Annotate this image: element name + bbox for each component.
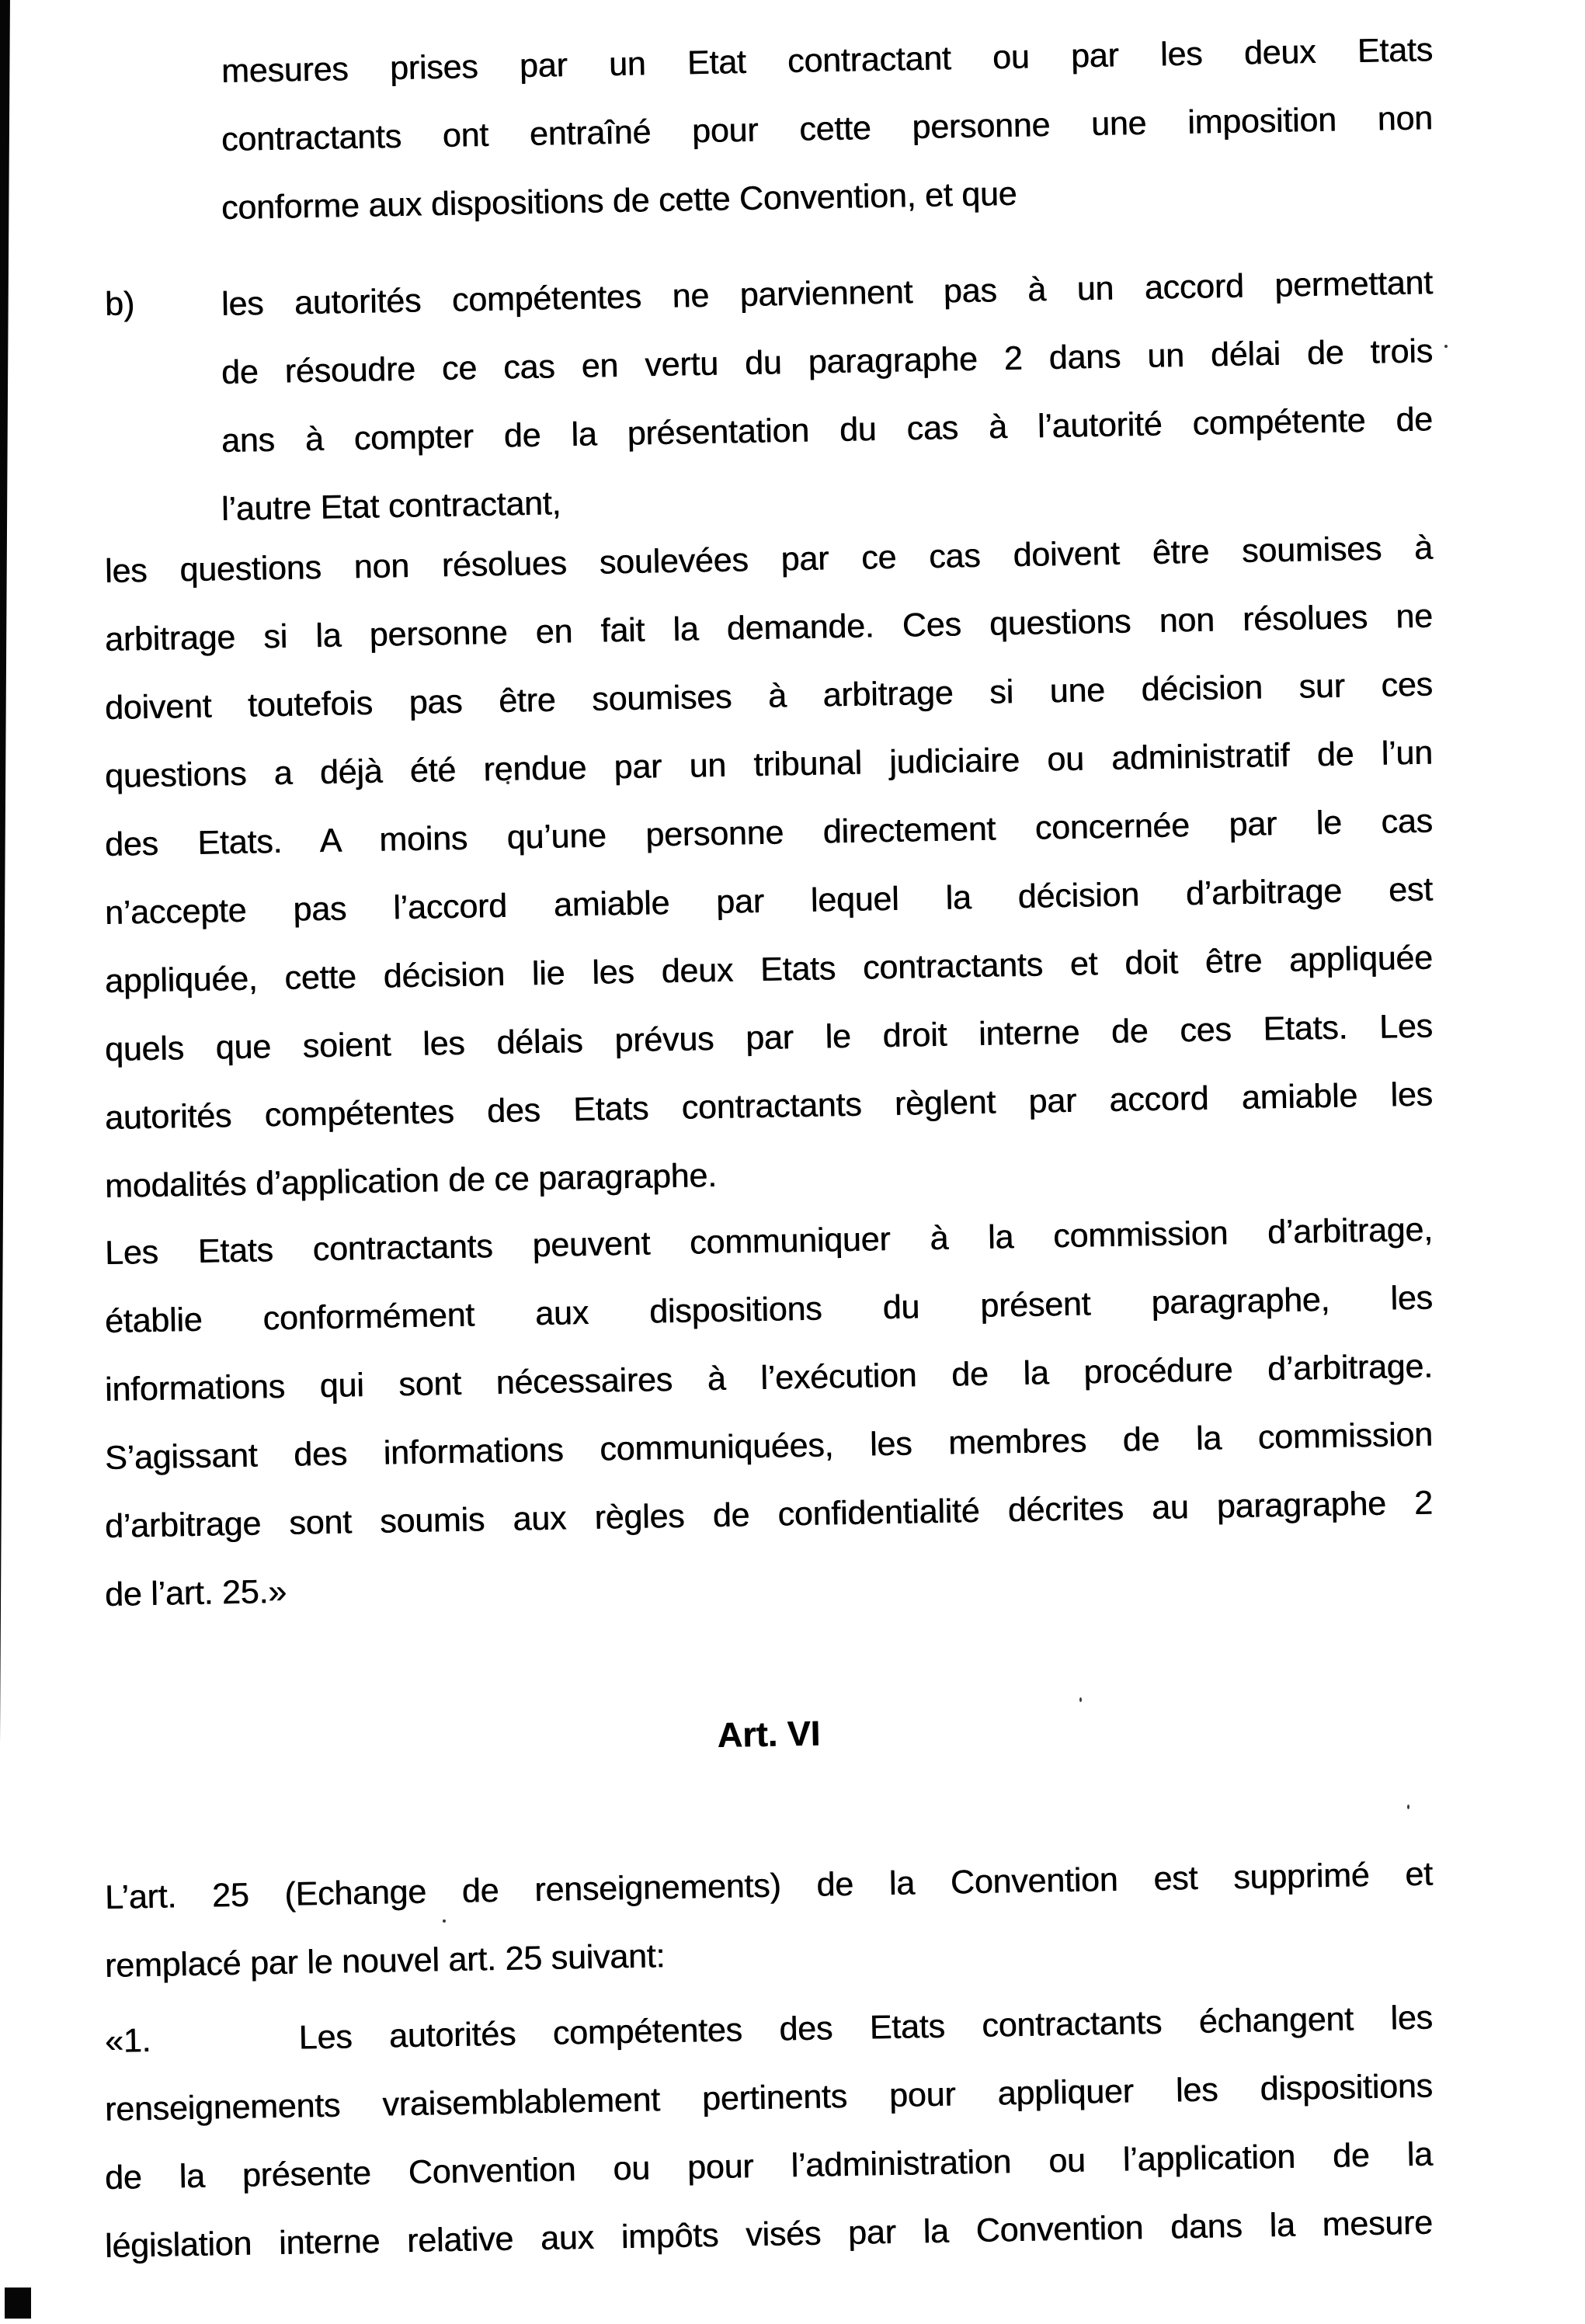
text-line: «1. Les autorités compétentes des Etats contractants échangent les: [104, 1999, 1434, 2060]
text-line: conforme aux dispositions de cette Convention, et que: [221, 175, 1017, 227]
text-line: de résoudre ce cas en vertu du paragraphe 2 dans un délai de trois: [221, 332, 1434, 391]
text-line: arbitrage si la personne en fait la demande. Ces questions non résolues ne: [104, 597, 1434, 658]
text-line: autorités compétentes des Etats contractants règlent par accord amiable les: [104, 1075, 1434, 1137]
text-line: ans à compter de la présentation du cas à l’autorité compétente de: [221, 401, 1434, 460]
scan-speck: [1407, 1805, 1409, 1809]
text-line: informations qui sont nécessaires à l’exécution de la procédure d’arbitrage.: [104, 1347, 1434, 1409]
text-line: renseignements vraisemblablement pertinents pour appliquer les dispositions: [104, 2067, 1434, 2128]
scan-edge-artifact: [0, 0, 10, 2324]
text-line: les questions non résolues soulevées par ce cas doivent être soumises à: [104, 529, 1434, 590]
text-line: de l’art. 25.»: [104, 1572, 287, 1614]
text-line: doivent toutefois pas être soumises à arbitrage si une décision sur ces: [104, 665, 1434, 727]
text-line: de la présente Convention ou pour l’administration ou l’application de la: [104, 2135, 1434, 2197]
text-line: modalités d’application de ce paragraphe.: [104, 1156, 718, 1205]
text-line: contractants ont entraîné pour cette personne une imposition non: [221, 99, 1434, 158]
text-line: n’accepte pas l’accord amiable par lequel la décision d’arbitrage est: [104, 870, 1434, 932]
text-line: Les Etats contractants peuvent communiquer à la commission d’arbitrage,: [104, 1211, 1434, 1272]
text-line: L’art. 25 (Echange de renseignements) de la Convention est supprimé et: [104, 1855, 1434, 1916]
section-heading-art-vi: Art. VI: [717, 1713, 821, 1755]
paragraph-arbitrage: [104, 529, 1434, 1221]
scan-edge-artifact-foot: [5, 2288, 31, 2319]
text-line: des Etats. A moins qu’une personne directement concernée par le cas: [104, 802, 1434, 863]
text-line: questions a déjà été rendue par un tribunal judiciaire ou administratif de l’un: [104, 734, 1434, 795]
text-line: S’agissant des informations communiquées, les membres de la commission: [104, 1416, 1434, 1477]
text-line: mesures prises par un Etat contractant ou par les deux Etats: [221, 31, 1434, 90]
paragraph-continuation-item-a: [221, 31, 1434, 242]
text-line: établie conformément aux dispositions du présent paragraphe, les: [104, 1279, 1434, 1340]
text-line: quels que soient les délais prévus par le droit interne de ces Etats. Les: [104, 1007, 1434, 1068]
list-item-b-label: b): [104, 285, 135, 323]
text-line: d’arbitrage sont soumis aux règles de confidentialité décrites au paragraphe 2: [104, 1484, 1434, 1545]
paragraph-art25-par1: [104, 1999, 1434, 2281]
text-line: remplacé par le nouvel art. 25 suivant:: [104, 1937, 666, 1985]
text-line: les autorités compétentes ne parviennent pas à un accord permettant: [221, 264, 1434, 323]
text-line: appliquée, cette décision lie les deux Etats contractants et doit être appliquée: [104, 939, 1434, 1000]
text-line: législation interne relative aux impôts visés par la Convention dans la mesure: [104, 2204, 1434, 2265]
scan-speck: [1444, 345, 1448, 348]
text-line: l’autre Etat contractant,: [221, 485, 561, 528]
paragraph-art25-intro: [104, 1855, 1434, 2000]
paragraph-commission: [104, 1211, 1434, 1629]
list-item-b: [104, 264, 1434, 544]
